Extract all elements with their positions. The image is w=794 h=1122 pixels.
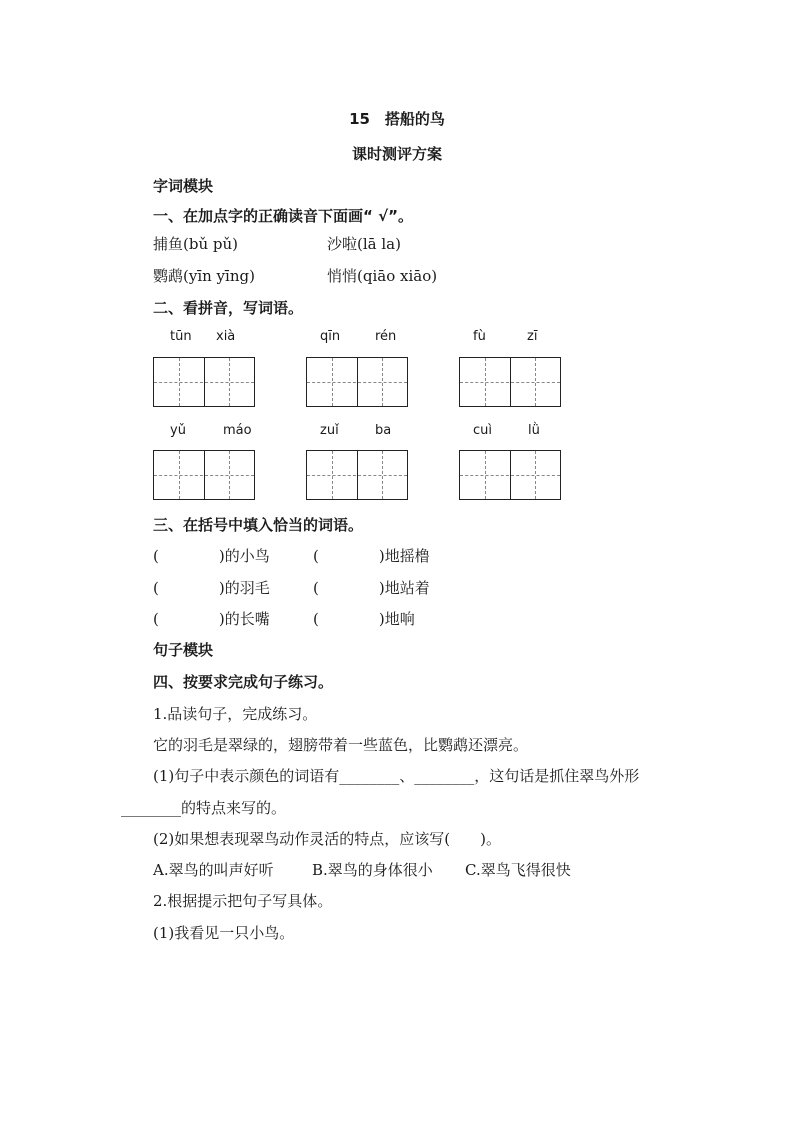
section-heading-words: 字词模块 — [153, 177, 214, 195]
fill-blank-item[interactable]: ( )地摇橹 — [313, 547, 430, 565]
pinyin-label: rén — [375, 329, 397, 344]
q1-item: 鹦鹉(yīn yīng) — [153, 267, 255, 285]
q1-item: 捕鱼(bǔ pǔ) — [153, 235, 238, 253]
pinyin-label: máo — [223, 423, 252, 438]
sub-question[interactable]: (1)句子中表示颜色的词语有________、________，这句话是抓住翠鸟外形 — [153, 767, 640, 785]
choice-option[interactable]: B.翠鸟的身体很小 — [312, 861, 433, 879]
choice-option[interactable]: C.翠鸟飞得很快 — [465, 861, 571, 879]
pinyin-label: yǔ — [170, 423, 186, 438]
pinyin-label: zuǐ — [320, 423, 339, 438]
writing-grid[interactable] — [306, 357, 408, 407]
page-subtitle: 课时测评方案 — [351, 145, 442, 163]
exercise-title: 2.根据提示把句子写具体。 — [153, 892, 333, 910]
pinyin-label: lǜ — [528, 423, 540, 438]
q1-item: 沙啦(lā la) — [327, 235, 401, 253]
pinyin-label: tūn — [170, 329, 192, 344]
writing-grid[interactable] — [459, 450, 561, 500]
pinyin-label: xià — [216, 329, 236, 344]
question-4-heading: 四、按要求完成句子练习。 — [153, 673, 334, 691]
question-3-heading: 三、在括号中填入恰当的词语。 — [153, 516, 364, 534]
question-2-heading: 二、看拼音，写词语。 — [153, 299, 304, 317]
section-heading-sentences: 句子模块 — [153, 641, 214, 659]
fill-blank-item[interactable]: ( )的小鸟 — [153, 547, 270, 565]
fill-blank-item[interactable]: ( )地站着 — [313, 579, 430, 597]
writing-grid[interactable] — [459, 357, 561, 407]
writing-grid[interactable] — [153, 357, 255, 407]
pinyin-label: zī — [527, 329, 538, 344]
sub-question-continued[interactable]: ________的特点来写的。 — [121, 799, 287, 817]
sample-sentence: 它的羽毛是翠绿的，翅膀带着一些蓝色，比鹦鹉还漂亮。 — [153, 736, 529, 754]
pinyin-label: cuì — [473, 423, 492, 438]
pinyin-label: fù — [473, 329, 486, 344]
page-title: 15 搭船的鸟 — [349, 110, 445, 128]
fill-blank-item[interactable]: ( )的羽毛 — [153, 579, 270, 597]
writing-grid[interactable] — [306, 450, 408, 500]
pinyin-label: ba — [375, 423, 392, 438]
question-1-heading: 一、在加点字的正确读音下面画“ √”。 — [153, 207, 413, 225]
fill-blank-item[interactable]: ( )地响 — [313, 610, 415, 628]
exercise-title: 1.品读句子，完成练习。 — [153, 705, 318, 723]
q1-item: 悄悄(qiāo xiāo) — [327, 267, 438, 285]
sub-question[interactable]: (2)如果想表现翠鸟动作灵活的特点，应该写( )。 — [153, 830, 501, 848]
pinyin-label: qīn — [320, 329, 341, 344]
writing-grid[interactable] — [153, 450, 255, 500]
sub-question: (1)我看见一只小鸟。 — [153, 924, 295, 942]
fill-blank-item[interactable]: ( )的长嘴 — [153, 610, 270, 628]
choice-option[interactable]: A.翠鸟的叫声好听 — [153, 861, 274, 879]
